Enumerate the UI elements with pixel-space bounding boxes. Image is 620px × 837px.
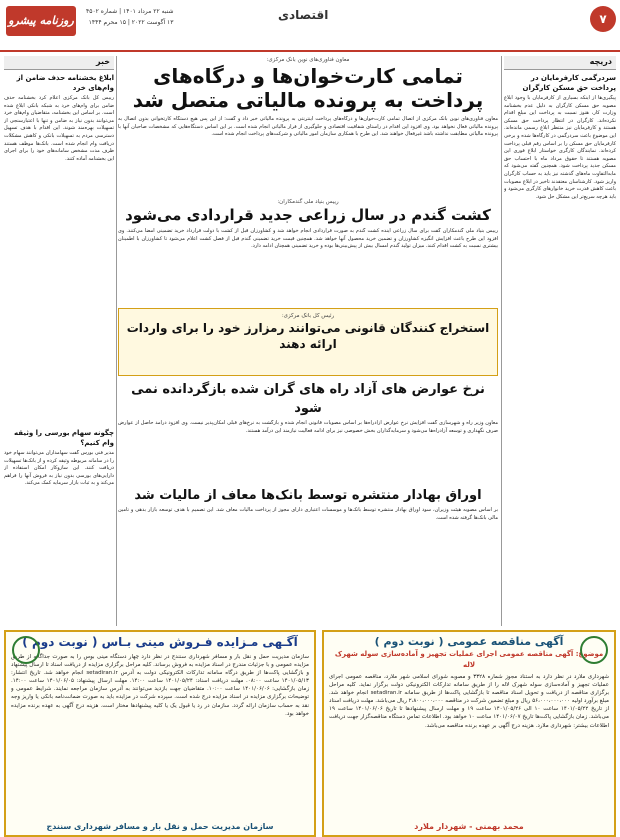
headline3-kicker: رئیس کل بانک مرکزی: [281, 313, 335, 319]
auction-ad [4, 630, 316, 837]
municipality-seal-icon [580, 636, 608, 664]
story4-text: معاون وزیر راه و شهرسازی گفت افزایش نرخ عوارض آزادراه‌ها بر اساس مصوبات قانونی انجام شده و بازگشت به نرخ‌های قبلی امکان‌پذیر نیست. وی افزود درآمد حاصل از عوارض صرف نگهداری و توسعه آزادراه‌ها می‌شود و سرمایه‌گذاران بخش خصوصی نیز برای ادامه فعالیت نیازمند این درآمد هستند. [118, 420, 498, 434]
headline-card-readers: تمامی کارت‌خوان‌ها و درگاه‌های پرداخت به پرونده مالیاتی متصل شد [132, 64, 484, 112]
left-item1-headline: ابلاغ بخشنامه حذف ضامن از وام‌های خرد [16, 74, 114, 92]
right-column-headline: سردرگمی کارفرمایان در پرداخت حق مسکن کارگران [522, 74, 616, 92]
section-title: اقتصادی [278, 8, 329, 22]
date-line [86, 6, 173, 28]
left-item2-body: مدیر فنی بورس گفت سهامداران می‌توانند سهام خود را در سامانه مربوطه وثیقه کرده و از بانک‌ها تسهیلات دریافت کنند. این سازوکار امکان استفاده از دارایی‌های بورسی بدون نیاز به فروش آنها را فراهم می‌کند و به ثبات بازار سرمایه کمک می‌کند. [4, 450, 114, 487]
right-column-body: پیگیری‌ها از اینکه بسیاری از کارفرمایان با وجود ابلاغ مصوبه حق مسکن کارگران به دلیل عدم بخشنامه وزارت کار، هنوز نسبت به پرداخت این مبلغ اقدام نکرده‌اند. کارگران در انتظار پرداخت حق مسکن هستند و کارفرمایان نیز منتظر ابلاغ رسمی مانده‌اند. این موضوع باعث سردرگمی در کارگاه‌ها شده و برخی کارفرمایان حق مسکن را بر اساس رقم قبلی پرداخت کرده‌اند. نمایندگان کارگری خواستار ابلاغ فوری این مصوبه هستند تا حقوق مرداد ماه با احتساب حق مسکن جدید پرداخت شود. همچنین گفته می‌شود که مابه‌التفاوت ماه‌های گذشته نیز باید به حساب کارگران واریز شود. کارشناسان معتقدند تاخیر در ابلاغ مصوبات باعث کاهش قدرت خرید خانوارهای کارگری می‌شود و باید هرچه سریع‌تر این مشکل حل شود. [504, 95, 616, 200]
ads-area [0, 630, 620, 837]
tender-ad-title: آگهی مناقصه عمومی ( نوبت دوم ) [374, 635, 564, 648]
main-column [118, 56, 498, 626]
left-item2-headline: چگونه سهام بورسی را وثیقه وام کنیم؟ [14, 429, 114, 447]
story2-text: رییس بنیاد ملی گندمکاران گفت برای سال زراعی آینده کشت گندم به صورت قراردادی انجام خواهد شد و کشاورزان قبل از کشت با دولت قرارداد خرید تضمینی امضا می‌کنند. وی افزود این طرح باعث افزایش انگیزه کشاورزان و تضمین خرید محصول آنها خواهد شد. همچنین قیمت خرید تضمینی گندم قبل از فصل کشت اعلام می‌شود تا کشاورزان با اطمینان بیشتری نسبت به کشت اقدام کنند. میزان تولید گندم امسال بیش از پیش‌بینی‌ها بوده و خرید تضمینی همچنان ادامه دارد. [118, 228, 498, 250]
left-column-title: خبر [4, 56, 114, 70]
story1-body [118, 116, 498, 194]
auction-ad-signature: سازمان مدیریت حمل و نقل بار و مسافر شهرداری سنندج [46, 822, 274, 831]
newspaper-logo: روزنامه پیشرو [6, 6, 76, 36]
headline-tolls: نرخ عوارض های آزاد راه های گران شده بازگردانده نمی شود [131, 382, 485, 416]
headline-crypto: استخراج کنندگان قانونی می‌توانند رمزارز خود را برای واردات ارائه دهند [126, 321, 490, 351]
column-divider [116, 56, 117, 626]
auction-ad-title: آگـهی مـزایده فـروش مینی بـاس ( نوبت دوم ) [22, 635, 298, 649]
column-divider [501, 56, 502, 626]
headline1-kicker: معاون فناوری‌های نوین بانک مرکزی: [266, 57, 350, 63]
tender-ad-body: شهرداری ملارد در نظر دارد به استناد مجوز شماره ۳۳۲۸ و مصوبه شورای اسلامی شهر ملارد، مناقصه عمومی اجرای عملیات تجهیز و آماده‌سازی سوله شهرک لاله را از طریق سامانه تدارکات الکترونیکی دولت برگزار نماید. کلیه مراحل برگزاری مناقصه از دریافت و تحویل اسناد مناقصه تا بازگشایی پاکت‌ها از طریق سامانه setadiran.ir انجام خواهد شد. مبلغ برآورد اولیه ۵۶،۰۰۰،۰۰۰،۰۰۰ ریال و مبلغ تضمین شرکت در مناقصه ۲،۸۰۰،۰۰۰،۰۰۰ ریال می‌باشد. مهلت دریافت اسناد از تاریخ ۱۴۰۱/۰۵/۲۲ ساعت ۱۰ الی ۱۴۰۱/۰۵/۲۶ ساعت ۱۹ و مهلت ارسال پیشنهادها تا تاریخ ۱۴۰۱/۰۶/۰۶ ساعت ۱۹ می‌باشد. زمان بازگشایی پاکت‌ها تاریخ ۱۴۰۱/۰۶/۰۷ ساعت ۱۰ خواهد بود. اطلاعات تماس دستگاه مناقصه‌گزار جهت دریافت اطلاعات بیشتر: شهرداری ملارد. هزینه درج آگهی بر عهده برنده مناقصه می‌باشد. [329, 674, 609, 729]
tender-ad [322, 630, 616, 837]
headline-wheat: کشت گندم در سال زراعی جدید قراردادی می‌شود [125, 206, 491, 224]
left-column [4, 56, 114, 626]
story1-text: معاون فناوری‌های نوین بانک مرکزی از اتصال تمامی کارت‌خوان‌ها و درگاه‌های پرداخت اینترنتی به پرونده مالیاتی خبر داد و گفت: از این پس هیچ دستگاه کارتخوانی بدون اتصال به پرونده مالیاتی فعال نخواهد بود. وی افزود این اقدام در راستای شفافیت اقتصادی و جلوگیری از فرار مالیاتی انجام شده است. بر این اساس دستگاه‌هایی که مشخصات صاحبان آنها با پرونده مالیاتی مطابقت نداشته باشد غیرفعال خواهند شد. این طرح با همکاری سازمان امور مالیاتی و شرکت‌های پرداخت انجام شده است. [118, 116, 498, 138]
page-number-badge: ۷ [590, 6, 616, 32]
date-line-2: ۱۳ آگوست ۲۰۲۲ | ۱۵ محرم ۱۴۴۴ [88, 19, 174, 26]
organization-seal-icon [12, 636, 40, 664]
tender-ad-signature: محمد بهمنی - شهردار ملارد [414, 822, 524, 831]
headline2-kicker: رییس بنیاد ملی گندمکاران: [277, 199, 339, 205]
right-column [504, 56, 616, 626]
right-column-title: دریچه [504, 56, 616, 70]
tender-ad-subject: موضوع: آگهی مناقصه عمومی اجرای عملیات تجهیز و آماده‌سازی سوله شهرک لاله [334, 650, 604, 669]
auction-ad-body: سازمان مدیریت حمل و نقل بار و مسافر شهرداری سنندج در نظر دارد چهار دستگاه مینی بوس را به صورت جداگانه از طریق مزایده عمومی و با جزئیات مندرج در اسناد مزایده به فروش برساند. کلیه مراحل برگزاری مزایده از دریافت اسناد تا ارسال پیشنهاد و بازگشایی پاکت‌ها از طریق درگاه سامانه تدارکات الکترونیکی دولت به آدرس setadiran.ir انجام خواهد شد. تاریخ انتشار: ۱۴۰۱/۰۵/۱۳ ساعت ۰۸:۰۰. مهلت دریافت اسناد: ۱۴۰۱/۰۵/۲۴ ساعت ۱۴:۰۰. مهلت ارسال پیشنهاد: ۱۴۰۱/۰۶/۰۵ ساعت ۱۴:۰۰. زمان بازگشایی: ۱۴۰۱/۰۶/۰۶ ساعت ۱۰:۰۰. متقاضیان جهت بازدید می‌توانند به آدرس سازمان مراجعه نمایند. شرایط عمومی و توضیحات برگزاری مزایده در اسناد مزایده درج شده است. سپرده شرکت در مزایده باید به صورت ضمانت‌نامه بانکی یا واریز وجه نقد به حساب سازمان ارائه گردد. سازمان در رد یا قبول یک یا کلیه پیشنهادها مختار است. هزینه درج آگهی به عهده برنده مزایده خواهد بود. [11, 654, 309, 717]
left-item1-body: رییس کل بانک مرکزی اعلام کرد بخشنامه حذف ضامن برای وام‌های خرد به شبکه بانکی ابلاغ شده است. بر اساس این بخشنامه، متقاضیان وام‌های خرد می‌توانند بدون نیاز به ضامن و تنها با اعتبارسنجی از تسهیلات بهره‌مند شوند. این اقدام با هدف تسهیل دسترسی مردم به تسهیلات بانکی و کاهش مشکلات دریافت وام انجام شده است. بانک‌ها موظف هستند ظرف مدت مشخص سامانه‌های خود را برای اجرای این بخشنامه آماده کنند. [4, 95, 114, 162]
headline-bonds: اوراق بهادار منتشره توسط بانک‌ها معاف از مالیات شد [134, 488, 482, 503]
crypto-box [118, 308, 498, 376]
date-line-1: شنبه ۲۲ مرداد ۱۴۰۱ | شماره ۴۵۰۲ [86, 8, 174, 15]
page-header [0, 0, 620, 52]
story5-text: بر اساس مصوبه هیئت وزیران، سود اوراق بهادار منتشره توسط بانک‌ها و موسسات اعتباری دارای مجوز از پرداخت مالیات معاف شد. این تصمیم با هدف توسعه بازار بدهی و تامین مالی بانک‌ها گرفته شده است. [118, 507, 498, 521]
